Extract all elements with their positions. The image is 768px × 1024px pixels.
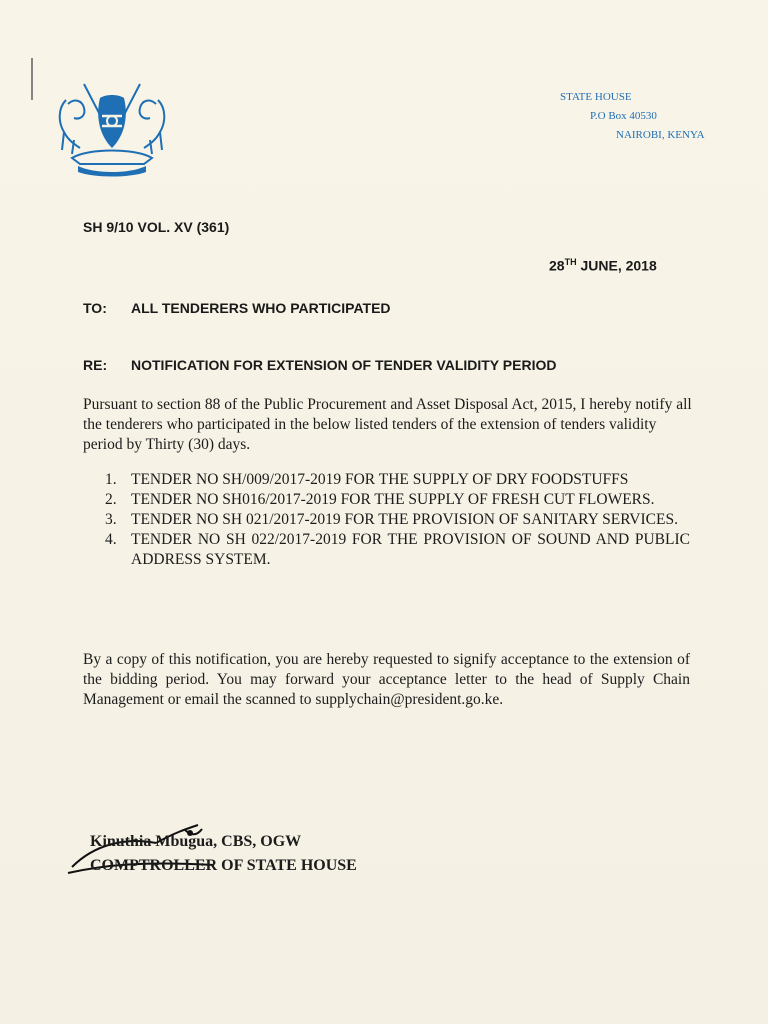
- list-item-number: 2.: [105, 491, 117, 508]
- date-suffix: TH: [564, 257, 577, 267]
- address-line: STATE HOUSE: [560, 91, 632, 103]
- address-line: P.O Box 40530: [590, 110, 657, 122]
- list-item: [105, 530, 690, 570]
- list-item-number: 1.: [105, 471, 117, 488]
- signatory-name: Kinuthia Mbugua, CBS, OGW: [90, 833, 302, 850]
- list-item: [105, 470, 690, 490]
- list-item-text: TENDER NO SH 022/2017-2019 FOR THE PROVISION OF SOUND AND PUBLIC ADDRESS SYSTEM.: [131, 531, 690, 568]
- closing-paragraph: By a copy of this notification, you are hereby requested to signify acceptance to the extension of the bidding period. You may forward your acceptance letter to the head of Supply Chain Management or email the scanned to supplychain@president.go.ke.: [83, 651, 690, 708]
- list-item: [105, 510, 690, 530]
- subject-line: [83, 357, 556, 373]
- scan-edge-mark: [31, 58, 33, 100]
- date-rest: JUNE, 2018: [576, 257, 657, 274]
- letter-date: [549, 257, 657, 274]
- recipient-line: [83, 300, 391, 316]
- tender-list: [105, 470, 690, 570]
- list-item-text: TENDER NO SH016/2017-2019 FOR THE SUPPLY OF FRESH CUT FLOWERS.: [131, 491, 655, 508]
- list-item-text: TENDER NO SH 021/2017-2019 FOR THE PROVISION OF SANITARY SERVICES.: [131, 511, 678, 528]
- list-item-text: TENDER NO SH/009/2017-2019 FOR THE SUPPLY OF DRY FOODSTUFFS: [131, 471, 629, 488]
- address-line: NAIROBI, KENYA: [616, 129, 705, 141]
- to-text: ALL TENDERERS WHO PARTICIPATED: [131, 300, 391, 316]
- reference-number: SH 9/10 VOL. XV (361): [83, 219, 230, 235]
- intro-paragraph: Pursuant to section 88 of the Public Procurement and Asset Disposal Act, 2015, I hereby notify all the tenderers who participated in the below listed tenders of the extension of tenders validity period by Thirty (30) days.: [83, 396, 692, 453]
- date-day: 28: [549, 257, 565, 274]
- letterhead-address: [560, 88, 705, 145]
- list-item-number: 4.: [105, 531, 117, 548]
- re-text: NOTIFICATION FOR EXTENSION OF TENDER VALIDITY PERIOD: [131, 357, 557, 373]
- list-item-number: 3.: [105, 511, 117, 528]
- re-label: RE:: [83, 357, 108, 373]
- list-item: [105, 490, 690, 510]
- kenya-coat-of-arms-icon: [54, 78, 170, 178]
- signature-block: [90, 830, 357, 878]
- signatory-title: COMPTROLLER OF STATE HOUSE: [90, 857, 357, 874]
- to-label: TO:: [83, 300, 107, 316]
